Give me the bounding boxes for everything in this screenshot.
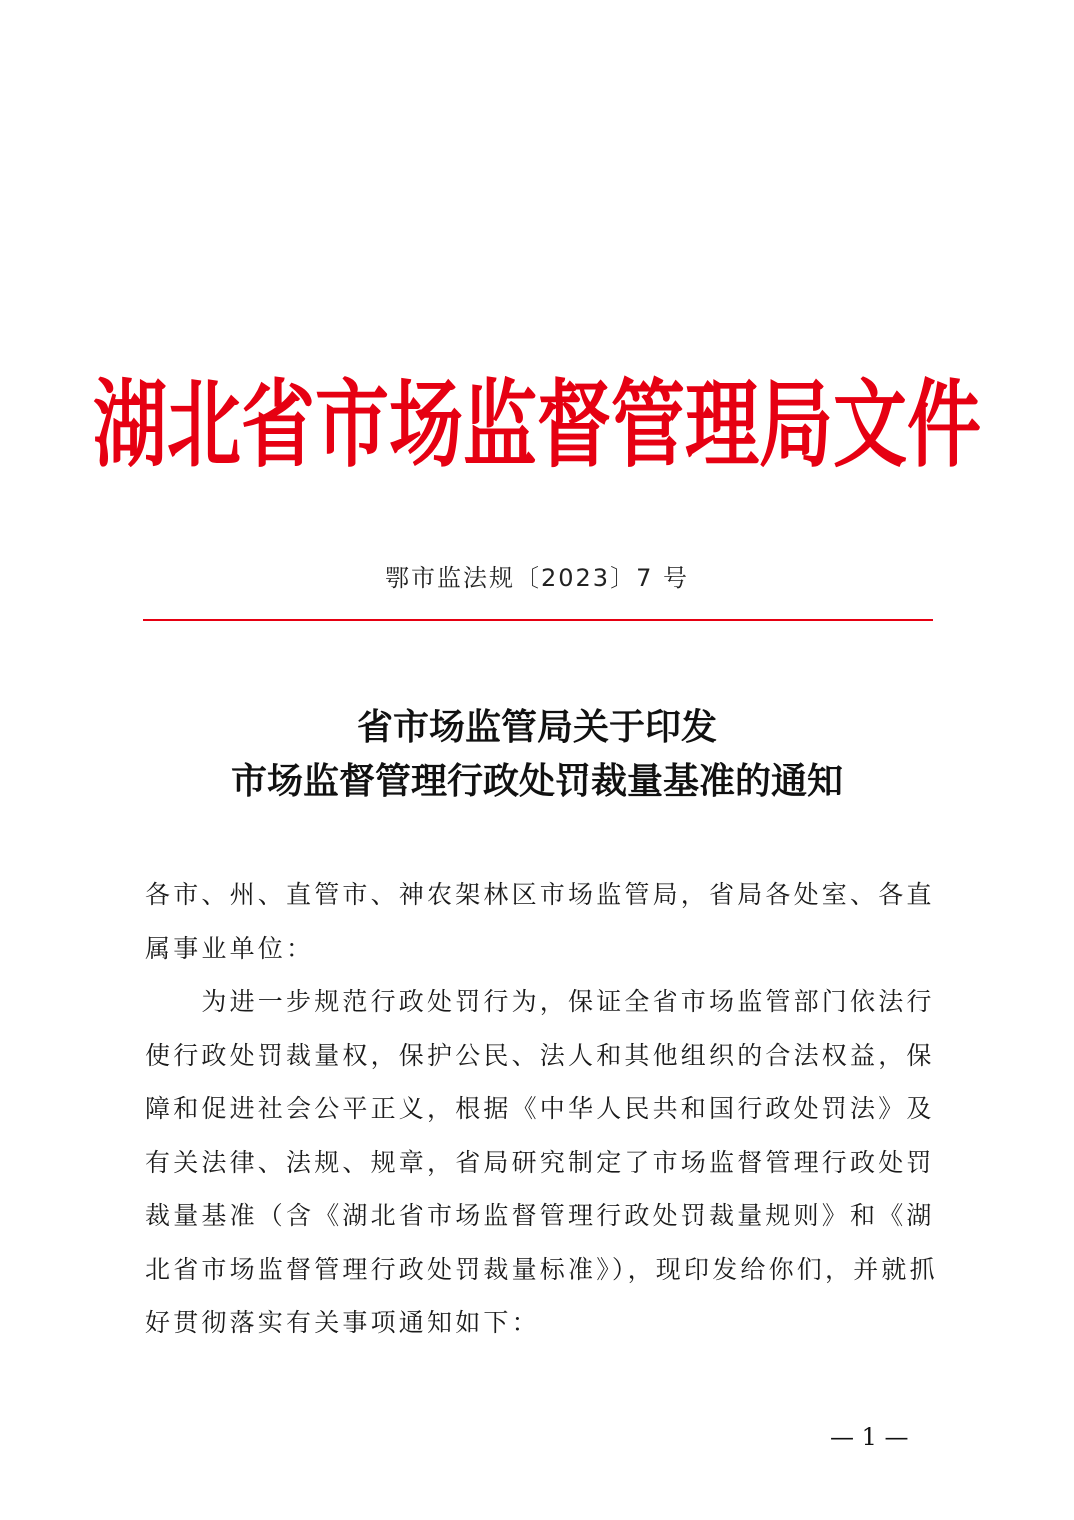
red-divider-line (143, 619, 933, 621)
agency-header-title: 湖北省市场监督管理局文件 (93, 370, 981, 481)
notice-title (0, 700, 1074, 808)
body-line: 好贯彻落实有关事项通知如下： (145, 1308, 540, 1337)
body-line: 使行政处罚裁量权，保护公民、法人和其他组织的合法权益，保 (145, 1040, 935, 1070)
body-line: 北省市场监督管理行政处罚裁量标准》），现印发给你们，并就抓 (145, 1254, 938, 1284)
body-line: 裁量基准（含《湖北省市场监督管理行政处罚裁量规则》和《湖 (145, 1201, 935, 1230)
notice-title-line-2: 市场监督管理行政处罚裁量基准的通知 (230, 760, 843, 802)
body-line: 有关法律、法规、规章，省局研究制定了市场监督管理行政处罚 (145, 1147, 935, 1177)
page-number: — 1 — (830, 1423, 909, 1451)
document-number: 鄂市监法规〔2023〕7 号 (385, 564, 689, 592)
body-line: 各市、州、直管市、神农架林区市场监管局，省局各处室、各直 (145, 880, 935, 909)
body-line: 障和促进社会公平正义，根据《中华人民共和国行政处罚法》及 (145, 1094, 935, 1123)
notice-body (145, 868, 945, 1350)
body-line: 为进一步规范行政处罚行为，保证全省市场监管部门依法行 (145, 987, 935, 1016)
body-line: 属事业单位： (145, 933, 315, 963)
notice-title-line-1: 省市场监管局关于印发 (356, 706, 717, 748)
